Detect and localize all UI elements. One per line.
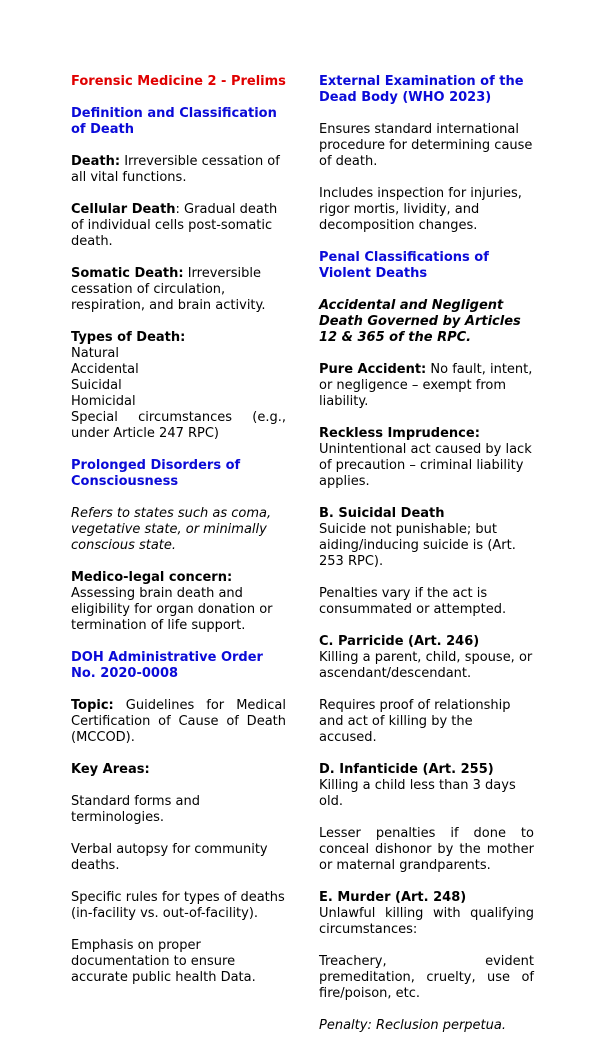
type-item: Suicidal bbox=[71, 378, 122, 393]
death-definition bbox=[71, 154, 286, 186]
external-exam-paragraph: Includes inspection for injuries, rigor mortis, lividity, and decomposition changes. bbox=[319, 186, 522, 233]
parricide-text: Killing a parent, child, spouse, or ascendant/descendant. bbox=[319, 650, 533, 681]
penal-heading: Penal Classifications of Violent Deaths bbox=[319, 250, 489, 281]
key-areas-heading: Key Areas: bbox=[71, 762, 150, 777]
right-column bbox=[319, 74, 534, 1050]
reckless-imprudence bbox=[319, 426, 534, 490]
infanticide bbox=[319, 762, 534, 810]
type-item: Natural bbox=[71, 346, 119, 361]
infanticide-heading: D. Infanticide (Art. 255) bbox=[319, 762, 494, 777]
murder-circumstances: Treachery, evident premeditation, cruelty, use of fire/poison, etc. bbox=[319, 954, 534, 1001]
cellular-text: : Gradual death of individual cells post-somatic death. bbox=[71, 202, 278, 249]
topic-text: Guidelines for Medical Certification of Cause of Death (MCCOD). bbox=[71, 698, 286, 745]
definition-heading: Definition and Classification of Death bbox=[71, 106, 277, 137]
doh-heading: DOH Administrative Order No. 2020-0008 bbox=[71, 650, 263, 681]
types-of-death bbox=[71, 330, 286, 442]
suicidal-penalty-text: Penalties vary if the act is consummated or attempted. bbox=[319, 586, 507, 617]
death-term: Death: bbox=[71, 154, 121, 169]
murder-heading: E. Murder (Art. 248) bbox=[319, 890, 467, 905]
murder bbox=[319, 890, 534, 938]
medico-term: Medico-legal concern: bbox=[71, 570, 233, 585]
suicidal-death bbox=[319, 506, 534, 570]
death-text: Irreversible cessation of all vital functions. bbox=[71, 154, 280, 185]
type-item: Homicidal bbox=[71, 394, 136, 409]
somatic-death-definition bbox=[71, 266, 286, 314]
topic-term: Topic: bbox=[71, 698, 114, 713]
pure-accident bbox=[319, 362, 534, 410]
murder-penalty: Penalty: Reclusion perpetua. bbox=[319, 1018, 506, 1033]
document-title: Forensic Medicine 2 - Prelims bbox=[71, 74, 286, 89]
left-column bbox=[71, 74, 286, 1002]
key-area-item: Standard forms and terminologies. bbox=[71, 794, 200, 825]
prolonged-text: Refers to states such as coma, vegetative state, or minimally conscious state. bbox=[71, 506, 272, 553]
type-item: Special circumstances (e.g., under Article 247 RPC) bbox=[71, 410, 286, 441]
reckless-text: Unintentional act caused by lack of precaution – criminal liability applies. bbox=[319, 442, 532, 489]
medico-legal-concern bbox=[71, 570, 286, 634]
cellular-term: Cellular Death bbox=[71, 202, 176, 217]
external-exam-heading: External Examination of the Dead Body (WHO 2023) bbox=[319, 74, 524, 105]
accidental-heading: Accidental and Negligent Death Governed by Articles 12 & 365 of the RPC. bbox=[319, 298, 521, 345]
reckless-term: Reckless Imprudence: bbox=[319, 426, 480, 441]
infanticide-penalty-text: Lesser penalties if done to conceal dishonor by the mother or maternal grandparents. bbox=[319, 826, 534, 873]
key-area-item: Specific rules for types of deaths (in-facility vs. out-of-facility). bbox=[71, 890, 285, 921]
key-area-item: Verbal autopsy for community deaths. bbox=[71, 842, 268, 873]
medico-text: Assessing brain death and eligibility for organ donation or termination of life support. bbox=[71, 586, 273, 633]
pure-accident-term: Pure Accident: bbox=[319, 362, 427, 377]
prolonged-heading: Prolonged Disorders of Consciousness bbox=[71, 458, 241, 489]
pure-accident-text: No fault, intent, or negligence – exempt from liability. bbox=[319, 362, 533, 409]
somatic-text: Irreversible cessation of circulation, respiration, and brain activity. bbox=[71, 266, 266, 313]
types-heading: Types of Death: bbox=[71, 330, 186, 345]
topic bbox=[71, 698, 286, 746]
murder-text: Unlawful killing with qualifying circumstances: bbox=[319, 906, 534, 937]
suicidal-heading: B. Suicidal Death bbox=[319, 506, 445, 521]
cellular-death-definition bbox=[71, 202, 286, 250]
parricide bbox=[319, 634, 534, 682]
key-area-item: Emphasis on proper documentation to ensure accurate public health Data. bbox=[71, 938, 256, 985]
type-item: Accidental bbox=[71, 362, 139, 377]
external-exam-paragraph: Ensures standard international procedure for determining cause of death. bbox=[319, 122, 533, 169]
suicidal-text: Suicide not punishable; but aiding/inducing suicide is (Art. 253 RPC). bbox=[319, 522, 516, 569]
parricide-proof-text: Requires proof of relationship and act of killing by the accused. bbox=[319, 698, 511, 745]
somatic-term: Somatic Death: bbox=[71, 266, 184, 281]
infanticide-text: Killing a child less than 3 days old. bbox=[319, 778, 516, 809]
parricide-heading: C. Parricide (Art. 246) bbox=[319, 634, 480, 649]
